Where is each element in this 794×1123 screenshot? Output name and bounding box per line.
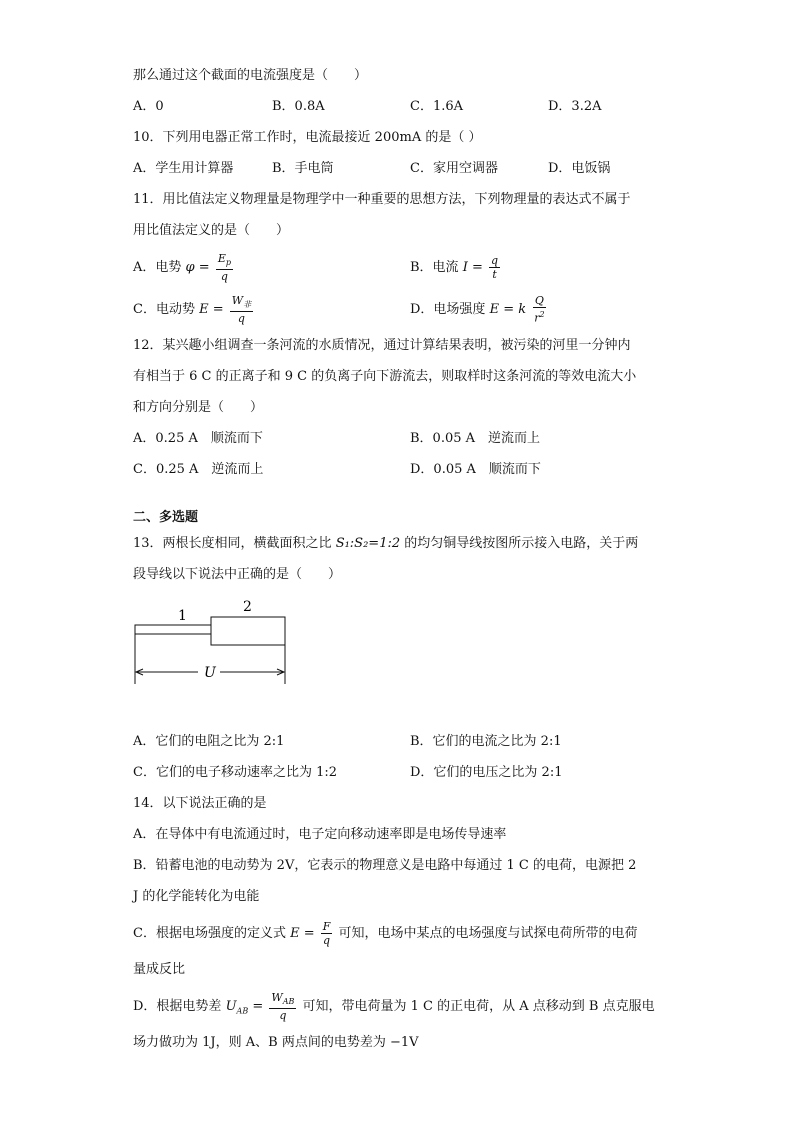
q11-option-b-den: t xyxy=(492,268,497,281)
q11-option-d xyxy=(410,294,549,326)
q12-option-d: D．0.05 A 顺流而下 xyxy=(410,462,541,477)
q14-option-c-pre: C．根据电场强度的定义式 xyxy=(133,926,286,941)
q13-stem-line2: 段导线以下说法中正确的是（ ） xyxy=(133,567,342,582)
q11-option-b-num: q xyxy=(491,254,499,267)
q14-option-d-num-sub: AB xyxy=(282,997,295,1007)
q14-option-c-lhs: E = xyxy=(290,926,315,941)
q13-wire-figure xyxy=(130,596,300,688)
q11-option-d-lhs: E = k xyxy=(489,302,527,317)
q11-option-b-label: B．电流 xyxy=(410,260,459,275)
q9-stem: 那么通过这个截面的电流强度是（ ） xyxy=(133,68,368,83)
q11-option-a-den: q xyxy=(220,270,228,284)
q12-stem-line2: 有相当于 6 C 的正离子和 9 C 的负离子向下游流去，则取样时这条河流的等效电流大小 xyxy=(133,369,637,384)
q11-option-b xyxy=(410,252,502,284)
q9-option-d: D．3.2A xyxy=(548,99,602,114)
q11-option-a-num: E xyxy=(217,252,226,265)
q14-option-c-num: F xyxy=(322,920,331,933)
q11-option-c-den: q xyxy=(237,312,245,326)
q13-stem-line1 xyxy=(133,534,638,554)
voltage-label: U xyxy=(204,665,216,681)
section-title-multiple-choice: 二、多选题 xyxy=(133,510,199,525)
q11-option-c-lhs: E = xyxy=(199,302,224,318)
q11-option-d-fraction xyxy=(532,294,546,325)
q10-option-c: C．家用空调器 xyxy=(410,161,498,176)
q14-option-d-line1: D．根据电势差 $U_{AB}$ = $\frac{W_{AB}}{q}$ 可知，带电荷量为 1 C 的正电荷，从 A 点移动到 B 点克服电 xyxy=(133,991,655,1023)
q13-option-b: B．它们的电流之比为 2:1 xyxy=(410,734,562,749)
q14-option-d-den: q xyxy=(279,1009,287,1023)
q11-option-a xyxy=(133,252,235,284)
q12-option-c: C．0.25 A 逆流而上 xyxy=(133,462,264,477)
q13-option-d: D．它们的电压之比为 2:1 xyxy=(410,765,563,780)
q13-stem-pre: 13．两根长度相同，横截面积之比 xyxy=(133,536,336,551)
q11-option-a-num-sub: p xyxy=(225,258,231,268)
q14-stem: 14．以下说法正确的是 xyxy=(133,796,267,811)
q14-option-d-line2: 场力做功为 1J，则 A、B 两点间的电势差为 −1V xyxy=(133,1035,419,1050)
q14-option-d-lhs-main: U xyxy=(225,999,237,1015)
q10-option-d: D．电饭锅 xyxy=(548,161,611,176)
q14-option-d-lhs-sub: AB xyxy=(236,1006,249,1016)
q14-option-c-fraction xyxy=(321,920,333,947)
q11-option-a-label: A．电势 xyxy=(133,260,182,276)
q11-option-c-num-sub: 非 xyxy=(243,300,252,310)
q11-option-c-label: C．电动势 xyxy=(133,302,195,318)
q13-stem-math: S₁:S₂=1:2 xyxy=(335,536,401,551)
q10-option-a: A．学生用计算器 xyxy=(133,161,234,176)
q14-option-c-den: q xyxy=(323,934,331,947)
q14-option-d-fraction xyxy=(269,991,296,1022)
q10-stem: 10．下列用电器正常工作时，电流最接近 200mA 的是（ ） xyxy=(133,130,482,145)
q9-option-c: C．1.6A xyxy=(410,99,464,114)
q11-option-b-lhs: I = xyxy=(462,260,483,275)
q11-option-d-den: r xyxy=(534,311,540,325)
q11-option-d-label: D．电场强度 xyxy=(410,302,486,317)
q14-option-d-num: W xyxy=(271,991,283,1004)
thin-wire-1 xyxy=(135,625,211,634)
q14-option-c-line1 xyxy=(133,918,638,950)
q11-option-d-den-sup: 2 xyxy=(539,310,545,320)
q11-stem-line1: 11．用比值法定义物理量是物理学中一种重要的思想方法，下列物理量的表达式不属于 xyxy=(133,192,631,207)
q14-option-d-lhs xyxy=(226,999,249,1014)
q13-option-a: A．它们的电阻之比为 2:1 xyxy=(133,734,285,749)
q11-option-a-lhs: φ = xyxy=(185,260,210,276)
q9-option-a: A．0 xyxy=(133,99,164,114)
q10-option-b: B．手电筒 xyxy=(272,161,334,176)
q14-option-a: A．在导体中有电流通过时，电子定向移动速率即是电场传导速率 xyxy=(133,827,507,842)
q12-option-b: B．0.05 A 逆流而上 xyxy=(410,431,541,446)
q14-option-c-post: 可知，电场中某点的电场强度与试探电荷所带的电荷 xyxy=(338,926,638,941)
q12-option-a: A．0.25 A 顺流而下 xyxy=(133,431,263,446)
q9-option-b: B．0.8A xyxy=(272,99,325,114)
q11-option-c xyxy=(133,294,255,326)
q12-stem-line1: 12．某兴趣小组调查一条河流的水质情况，通过计算结果表明，被污染的河里一分钟内 xyxy=(133,338,631,353)
q11-option-c-fraction xyxy=(230,294,253,325)
q14-option-b-line2: J 的化学能转化为电能 xyxy=(133,889,260,904)
q11-option-a-fraction xyxy=(216,252,233,283)
wire-1-label: 1 xyxy=(178,608,187,624)
q11-option-c-num: W xyxy=(231,294,244,307)
q14-option-c-line2: 量成反比 xyxy=(133,962,186,977)
q14-option-d-post: 可知，带电荷量为 1 C 的正电荷，从 A 点移动到 B 点克服电 xyxy=(302,999,655,1015)
q14-option-b-line1: B．铅蓄电池的电动势为 2V，它表示的物理意义是电路中每通过 1 C 的电荷，电源把 2 xyxy=(133,858,637,873)
q11-stem-line2: 用比值法定义的是（ ） xyxy=(133,223,290,238)
q12-stem-line3: 和方向分别是（ ） xyxy=(133,400,264,415)
wire-2-label: 2 xyxy=(243,599,252,615)
q14-option-d-pre: D．根据电势差 xyxy=(133,999,222,1015)
q13-option-c: C．它们的电子移动速率之比为 1:2 xyxy=(133,765,338,780)
q11-option-b-fraction xyxy=(489,254,500,281)
q13-stem-post: 的均匀铜导线按图所示接入电路，关于两 xyxy=(400,536,639,551)
thick-wire-2 xyxy=(211,617,285,645)
q11-option-d-num: Q xyxy=(534,294,544,308)
